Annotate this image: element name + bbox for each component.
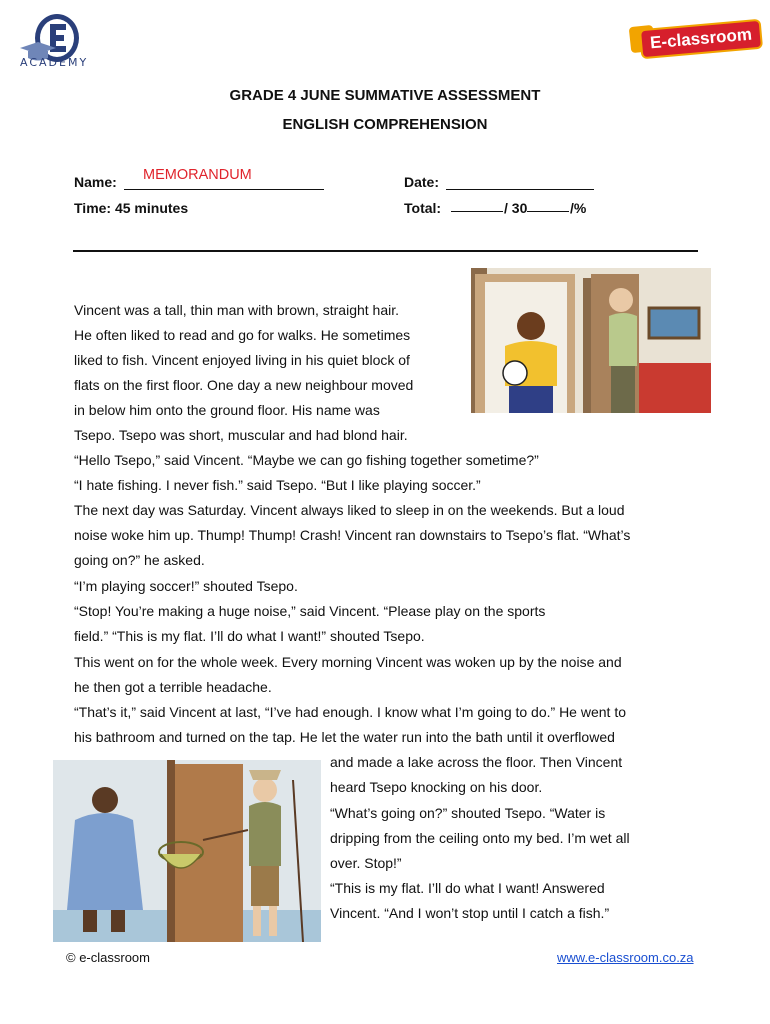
illustration-fishing-net-at-door: [53, 760, 321, 942]
story-line: “I hate fishing. I never fish.” said Tsepo. “But I like playing soccer.”: [74, 477, 481, 493]
story-line: liked to fish. Vincent enjoyed living in his quiet block of: [74, 352, 410, 368]
date-field-line[interactable]: [446, 189, 594, 190]
total-out-of: / 30: [504, 200, 528, 216]
total-score-blank[interactable]: [451, 211, 503, 212]
story-line: heard Tsepo knocking on his door.: [330, 779, 543, 795]
story-line: noise woke him up. Thump! Thump! Crash! Vincent ran downstairs to Tsepo’s flat. “What’s: [74, 527, 631, 543]
academy-wordmark: ACADEMY: [20, 56, 89, 69]
story-line: “That’s it,” said Vincent at last, “I’ve had enough. I know what I’m going to do.” He went to: [74, 704, 626, 720]
story-line: “Hello Tsepo,” said Vincent. “Maybe we can go fishing together sometime?”: [74, 452, 539, 468]
name-field-line[interactable]: [124, 189, 324, 190]
eclassroom-logo-text: E-classroom: [639, 19, 763, 60]
story-line: “Stop! You’re making a huge noise,” said Vincent. “Please play on the sports: [74, 603, 546, 619]
illustration-neighbours-at-door: [471, 268, 711, 413]
story-line: Vincent was a tall, thin man with brown, straight hair.: [74, 302, 400, 318]
story-line: This went on for the whole week. Every morning Vincent was woken up by the noise and: [74, 654, 622, 670]
story-line: and made a lake across the floor. Then Vincent: [330, 754, 623, 770]
assessment-subtitle: ENGLISH COMPREHENSION: [282, 116, 488, 133]
footer-website-link[interactable]: www.e-classroom.co.za: [557, 950, 694, 965]
time-label: Time: 45 minutes: [74, 200, 189, 216]
story-line: going on?” he asked.: [74, 552, 205, 568]
story-line: Vincent. “And I won’t stop until I catch a fish.”: [330, 905, 610, 921]
story-line: He often liked to read and go for walks. He sometimes: [74, 327, 411, 343]
story-line: over. Stop!”: [330, 855, 402, 871]
story-line: “This is my flat. I’ll do what I want! Answered: [330, 880, 605, 896]
name-label: Name:: [74, 174, 117, 190]
date-label: Date:: [404, 174, 440, 190]
assessment-title: GRADE 4 JUNE SUMMATIVE ASSESSMENT: [229, 87, 541, 104]
story-line: flats on the first floor. One day a new neighbour moved: [74, 377, 414, 393]
story-line: he then got a terrible headache.: [74, 679, 272, 695]
story-line: in below him onto the ground floor. His name was: [74, 402, 380, 418]
eclassroom-logo: [630, 22, 753, 56]
story-line: his bathroom and turned on the tap. He let the water run into the bath until it overflowed: [74, 729, 615, 745]
header-divider: [73, 250, 698, 252]
total-label: Total:: [404, 200, 442, 216]
story-line: field.” “This is my flat. I’ll do what I want!” shouted Tsepo.: [74, 628, 425, 644]
story-line: Tsepo. Tsepo was short, muscular and had blond hair.: [74, 427, 408, 443]
story-line: The next day was Saturday. Vincent always liked to sleep in on the weekends. But a loud: [74, 502, 625, 518]
story-line: “I’m playing soccer!” shouted Tsepo.: [74, 578, 298, 594]
name-value-memorandum: MEMORANDUM: [143, 167, 252, 183]
total-percent-sign: /%: [570, 200, 587, 216]
footer-copyright: © e-classroom: [66, 950, 150, 965]
story-line: “What’s going on?” shouted Tsepo. “Water is: [330, 805, 606, 821]
story-line: dripping from the ceiling onto my bed. I’m wet all: [330, 830, 630, 846]
total-percent-blank[interactable]: [527, 211, 569, 212]
